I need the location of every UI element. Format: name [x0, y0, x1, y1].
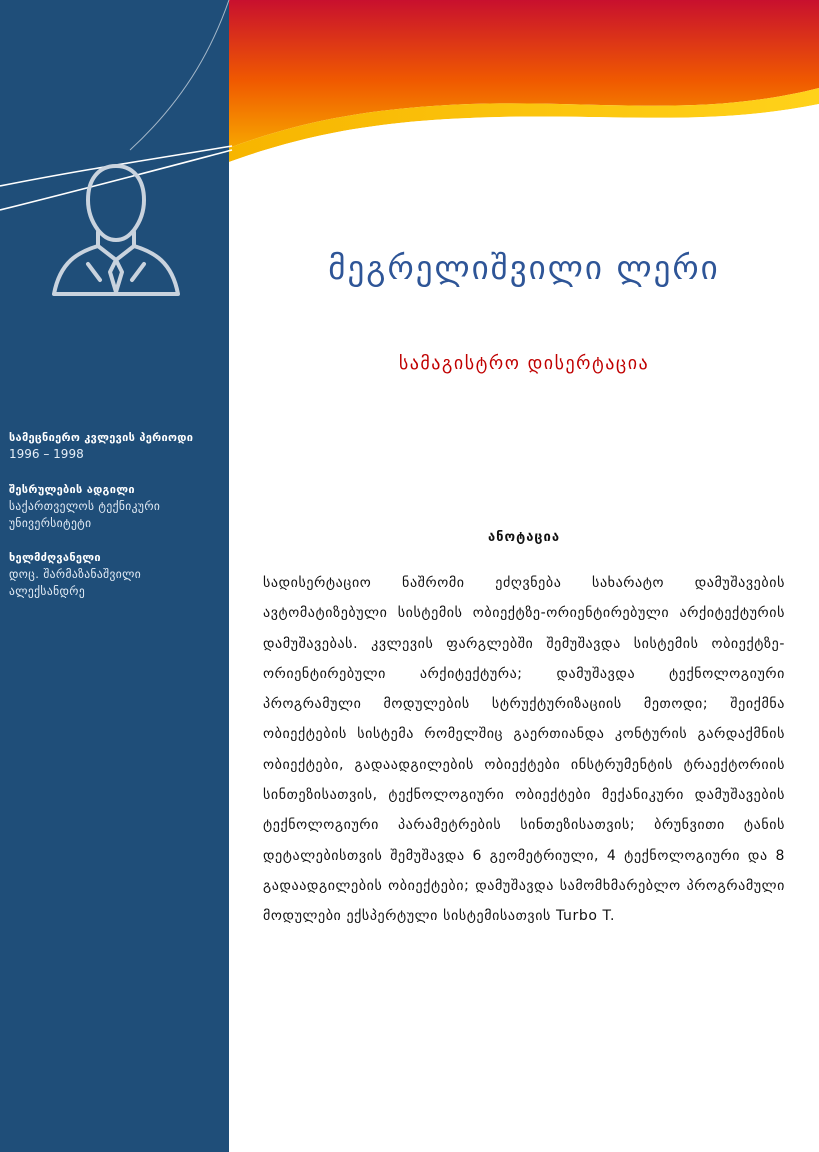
user-silhouette-icon	[48, 160, 184, 300]
abstract-heading: ანოტაცია	[487, 530, 561, 545]
execution-place-block	[9, 482, 224, 532]
supervisor-heading: ხელმძღვანელი	[9, 551, 101, 564]
research-period-block	[9, 430, 224, 463]
research-period-heading: სამეცნიერო კვლევის პერიოდი	[9, 431, 194, 444]
author-name: მეგრელიშვილი ლერი	[328, 248, 720, 287]
execution-place-heading: შესრულების ადგილი	[9, 483, 135, 496]
research-period-value: 1996 – 1998	[9, 447, 84, 461]
execution-place-value: საქართველოს ტექნიკური უნივერსიტეტი	[9, 499, 161, 530]
supervisor-block	[9, 550, 224, 600]
decor-swoosh-line	[130, 0, 229, 150]
document-type: სამაგისტრო დისერტაცია	[398, 353, 650, 374]
supervisor-value: დოც. შარმაზანაშვილი ალექსანდრე	[9, 567, 142, 598]
abstract-body: სადისერტაციო ნაშრომი ეძღვნება სახარატო დამუშავების ავტომატიზებული სისტემის ობიექტზე-ორიენტირებული არქიტექტურის დამუშავებას. კვლევის ფარგლებში შემუშავდა სისტემის ობიექტზე-ორიენტირებული არქიტექტურა; დამუშავდა ტექნოლოგიური პროგრამული მოდულების სტრუქტურიზაციის მეთოდი; შეიქმნა ობიექტების სისტემა რომელშიც გაერთიანდა კონტურის გარდაქმნის ობიექტები, გადაადგილების ობიექტები ინსტრუმენტის ტრაექტორიის სინთეზისათვის, ტექნოლოგიური ობიექტები მექანიკური დამუშავების ტექნოლოგიური პარამეტრების სინთეზისათვის; ბრუნვითი ტანის დეტალებისთვის შემუშავდა 6 გეომეტრიული, 4 ტექნოლოგიური და 8 გადაადგილების ობიექტები; დამუშავდა სამომხმარებლო პროგრამული მოდულები ექსპერტული სისტემისათვის Turbo T.	[263, 575, 785, 925]
